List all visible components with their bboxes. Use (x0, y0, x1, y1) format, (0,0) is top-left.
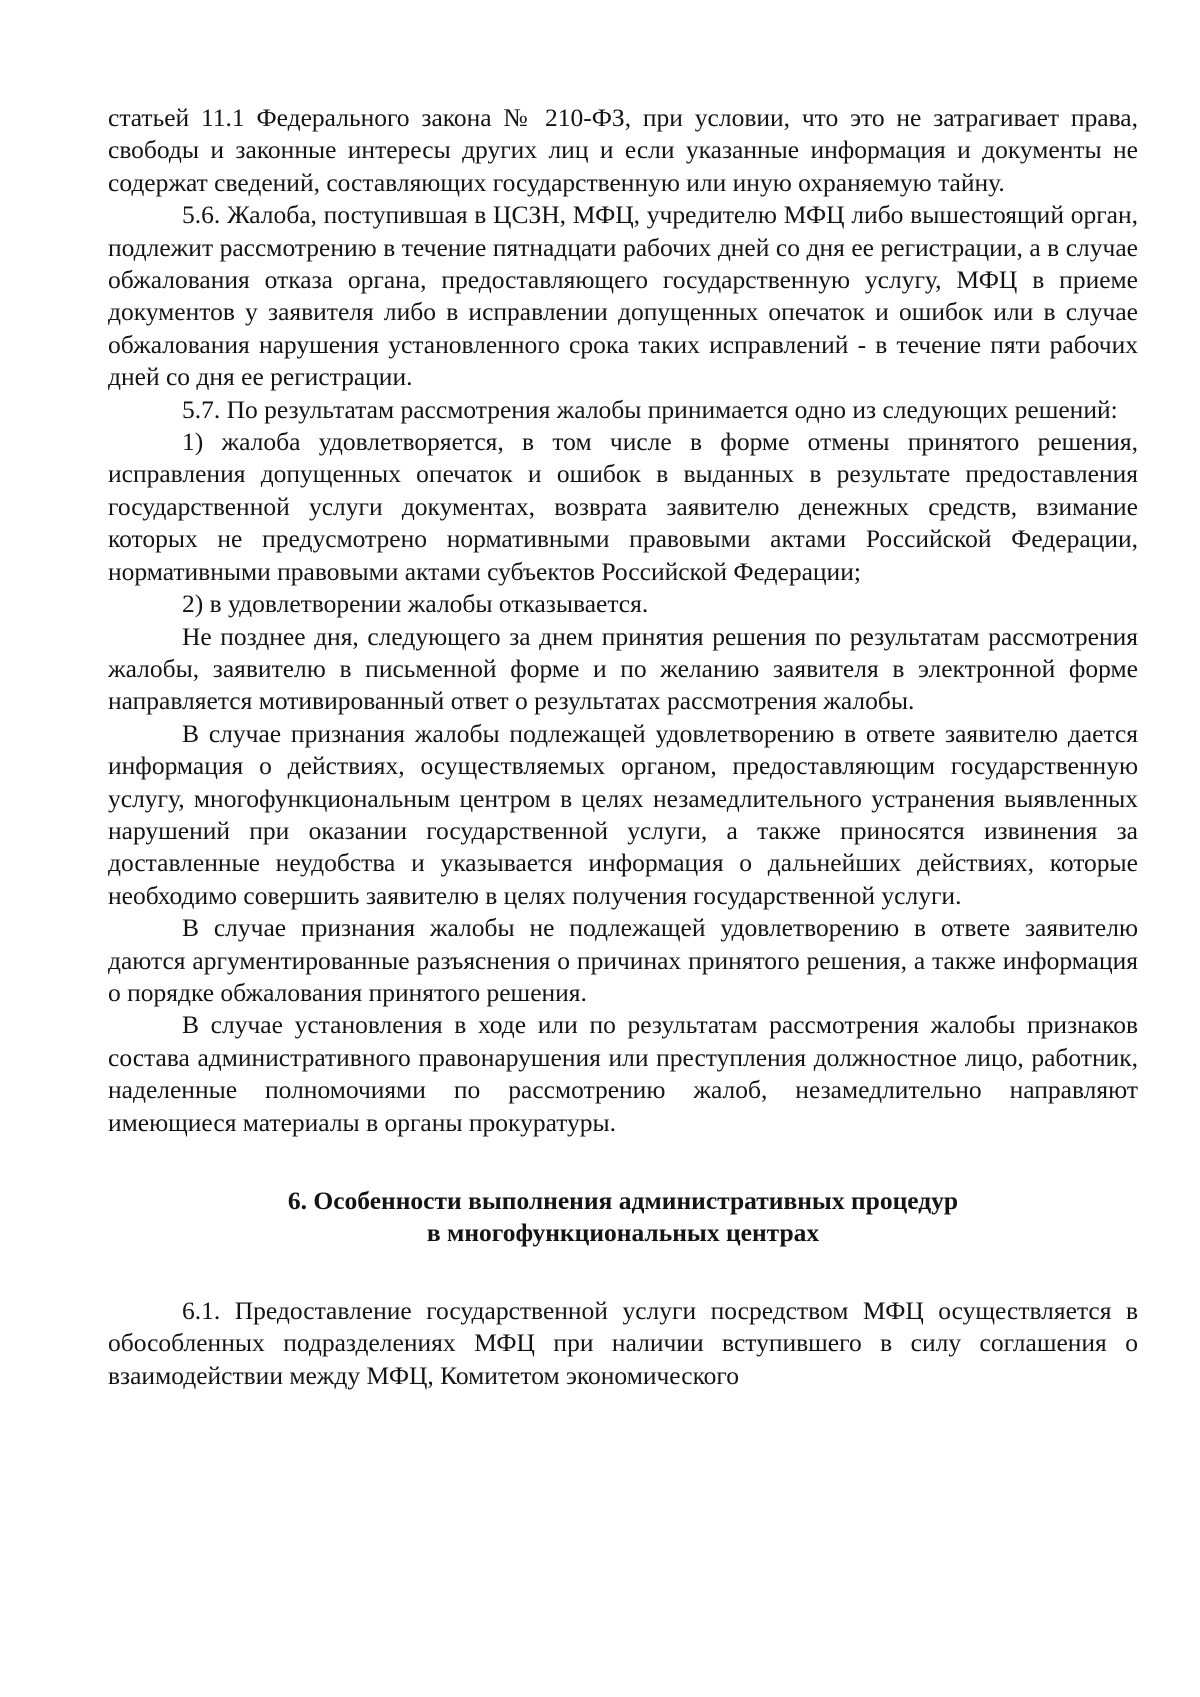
list-item-1: 1) жалоба удовлетворяется, в том числе в форме отмены принятого решения, исправления допущенных опечаток и ошибок в выданных в результате предоставления государственной услуги документах, возврата заявителю денежных средств, взимание которых не предусмотрено нормативными правовыми актами Российской Федерации, нормативными правовыми актами субъектов Российской Федерации; (108, 427, 1138, 586)
paragraph-prosecution: В случае установления в ходе или по результатам рассмотрения жалобы признаков состава административного правонарушения или преступления должностное лицо, работник, наделенные полномочиями по рассмотрению жалоб, незамедлительно направляют имеющиеся материалы в органы прокуратуры. (108, 1010, 1138, 1137)
paragraph-6-1: 6.1. Предоставление государственной услуги посредством МФЦ осуществляется в обособленных подразделениях МФЦ при наличии вступившего в силу соглашения о взаимодействии между МФЦ, Комитетом экономического (108, 1296, 1138, 1390)
paragraph-response-deadline: Не позднее дня, следующего за днем принятия решения по результатам рассмотрения жалобы, заявителю в письменной форме и по желанию заявителя в электронной форме направляется мотивированный ответ о результатах рассмотрения жалобы. (108, 621, 1138, 716)
paragraph-5-7: 5.7. По результатам рассмотрения жалобы принимается одно из следующих решений: (182, 394, 1118, 424)
paragraph-5-6: 5.6. Жалоба, поступившая в ЦСЗН, МФЦ, учредителю МФЦ либо вышестоящий орган, подлежит рассмотрению в течение пятнадцати рабочих дней со дня ее регистрации, а в случае обжалования отказа органа, предоставляющего государственную услугу, МФЦ в приеме документов у заявителя либо в исправлении допущенных опечаток и ошибок или в случае обжалования нарушения установленного срока таких исправлений - в течение пяти рабочих дней со дня ее регистрации. (108, 200, 1138, 392)
paragraph-continuation: статьей 11.1 Федерального закона № 210-ФЗ, при условии, что это не затрагивает права, свободы и законные интересы других лиц и если указанные информация и документы не содержат сведений, составляющих государственную или иную охраняемую тайну. (108, 103, 1138, 197)
section-heading (108, 1185, 1138, 1249)
section-heading-line-1: 6. Особенности выполнения административных процедур (287, 1186, 959, 1215)
paragraph-satisfied-complaint: В случае признания жалобы подлежащей удовлетворению в ответе заявителю дается информация о действиях, осуществляемых органом, предоставляющим государственную услугу, многофункциональным центром в целях незамедлительного устранения выявленных нарушений при оказании государственной услуги, а также приносятся извинения за доставленные неудобства и указывается информация о дальнейших действиях, которые необходимо совершить заявителю в целях получения государственной услуги. (108, 718, 1138, 910)
document-page (108, 102, 1138, 1392)
paragraph-rejected-complaint: В случае признания жалобы не подлежащей удовлетворению в ответе заявителю даются аргументированные разъяснения о причинах принятого решения, а также информация о порядке обжалования принятого решения. (108, 913, 1138, 1007)
list-item-2: 2) в удовлетворении жалобы отказывается. (182, 589, 649, 619)
section-heading-line-2: в многофункциональных центрах (426, 1218, 820, 1247)
